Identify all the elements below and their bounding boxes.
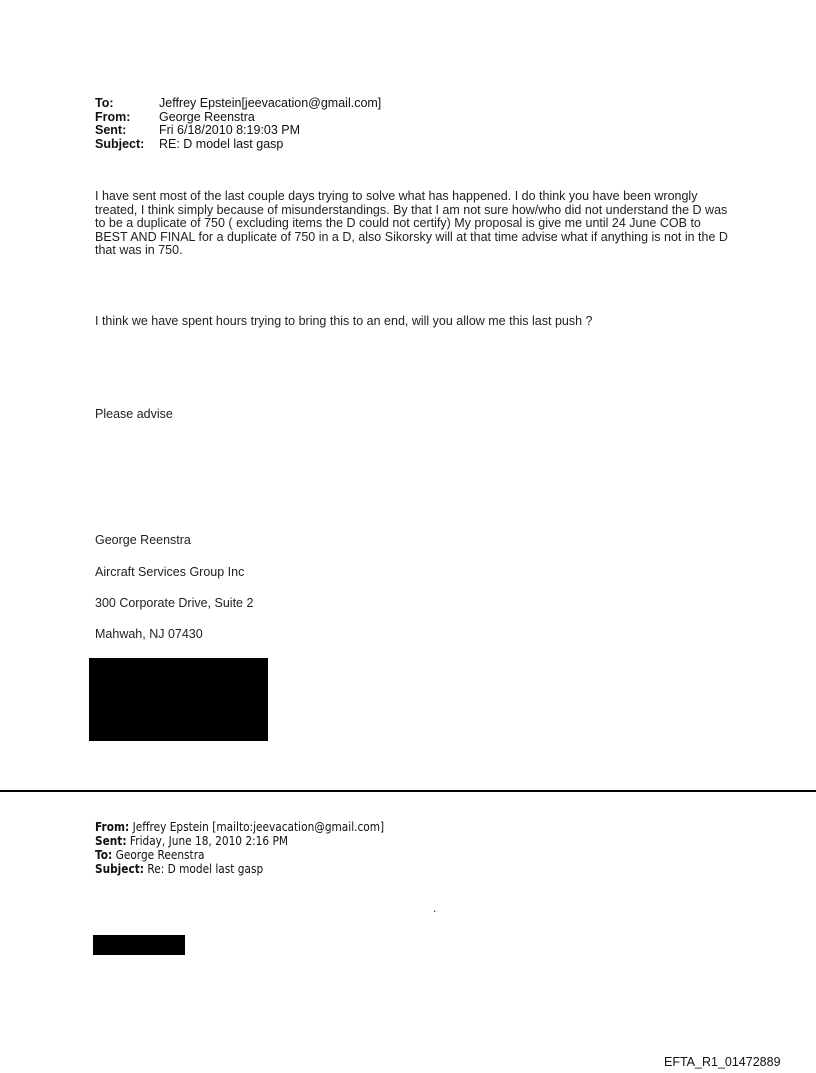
- signature-address-line2: Mahwah, NJ 07430: [95, 627, 203, 641]
- header-subject-row: [95, 138, 381, 152]
- signature-name: George Reenstra: [95, 533, 191, 547]
- stray-dot: .: [433, 901, 437, 915]
- quoted-email-header: [95, 820, 384, 876]
- quoted-to-row: [95, 848, 384, 862]
- quoted-sent-value: Friday, June 18, 2010 2:16 PM: [129, 834, 288, 848]
- quoted-subject-value: Re: D model last gasp: [147, 862, 264, 876]
- email-header: [95, 97, 381, 151]
- quoted-to-value: George Reenstra: [115, 848, 205, 862]
- quoted-sent-row: [95, 834, 384, 848]
- from-value: George Reenstra: [159, 109, 255, 124]
- quoted-from-label: From:: [95, 820, 130, 834]
- quoted-subject-row: [95, 862, 384, 876]
- quoted-to-label: To:: [95, 848, 113, 862]
- divider-line: [0, 790, 816, 792]
- body-paragraph-1: I have sent most of the last couple days trying to solve what has happened. I do think you have been wrongly treated, I think simply because of misunderstandings. By that I am not sure how/who did not understand the D was to be a duplicate of 750 ( excluding items the D could not certify) My proposal is give me until 24 June COB to BEST AND FINAL for a duplicate of 750 in a D, also Sikorsky will at that time advise what if anything is not in the D that was in 750.: [95, 189, 728, 258]
- document-id: EFTA_R1_01472889: [664, 1055, 781, 1069]
- header-sent-row: [95, 124, 381, 138]
- body-paragraph-2: I think we have spent hours trying to bring this to an end, will you allow me this last push ?: [95, 314, 593, 328]
- quoted-sent-label: Sent:: [95, 834, 127, 848]
- redaction-box-small: [93, 935, 185, 955]
- from-label: From:: [95, 109, 131, 124]
- sent-label: Sent:: [95, 123, 127, 137]
- subject-value: RE: D model last gasp: [159, 136, 284, 151]
- quoted-from-value: Jeffrey Epstein [mailto:jeevacation@gmail.com]: [132, 820, 385, 834]
- quoted-from-row: [95, 820, 384, 834]
- signature-address-line1: 300 Corporate Drive, Suite 2: [95, 596, 254, 610]
- to-value: Jeffrey Epstein[jeevacation@gmail.com]: [159, 96, 382, 110]
- header-from-row: [95, 111, 381, 125]
- signature-company: Aircraft Services Group Inc: [95, 565, 245, 579]
- to-label: To:: [95, 96, 114, 110]
- body-paragraph-3: Please advise: [95, 407, 173, 421]
- subject-label: Subject:: [95, 136, 145, 151]
- header-to-row: [95, 97, 381, 111]
- quoted-subject-label: Subject:: [95, 862, 145, 876]
- redaction-box: [89, 658, 268, 741]
- sent-value: Fri 6/18/2010 8:19:03 PM: [159, 123, 301, 137]
